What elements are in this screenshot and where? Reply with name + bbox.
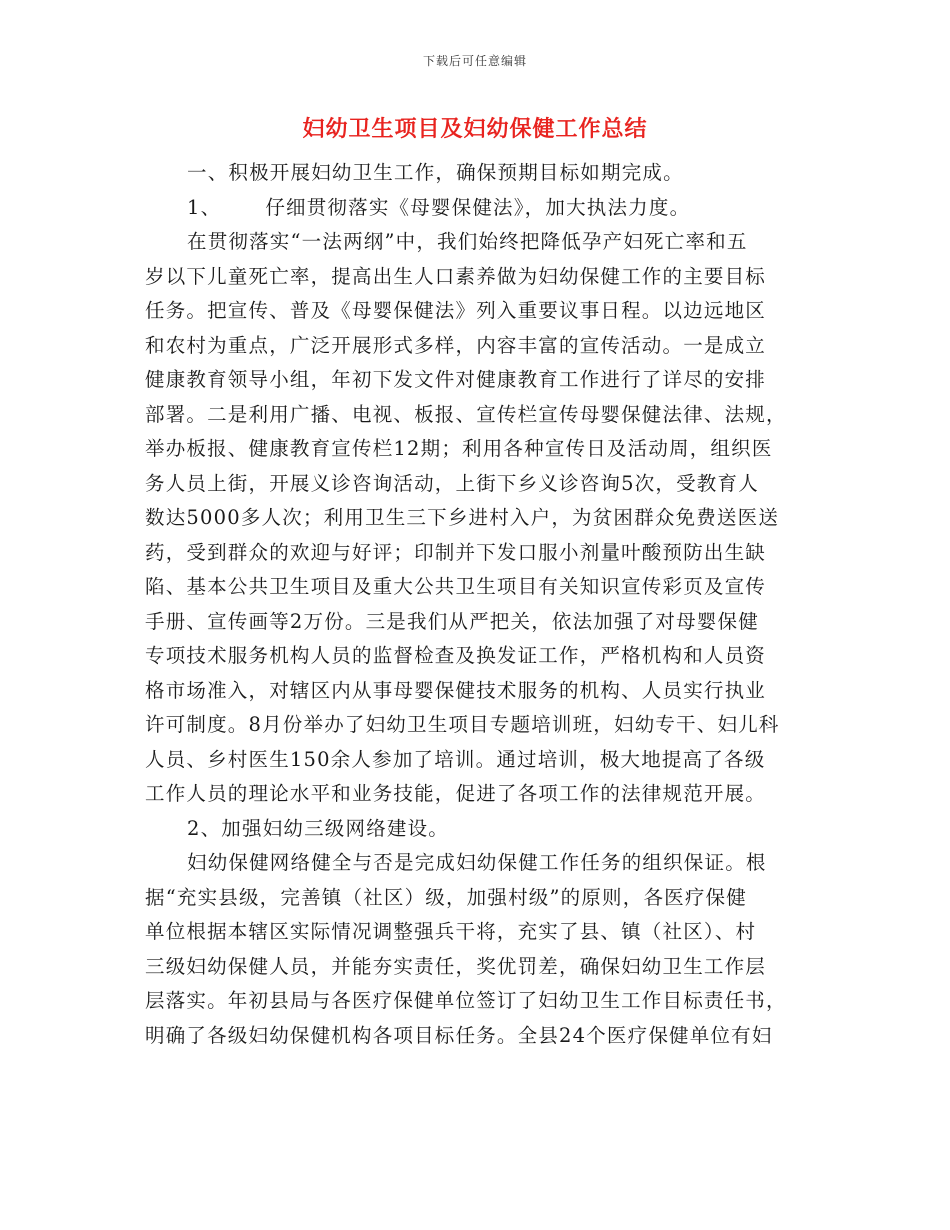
paragraph-line: 三级妇幼保健人员，并能夯实责任，奖优罚差，确保妇幼卫生工作层 bbox=[145, 954, 767, 978]
item-text: 仔细贯彻落实《母婴保健法》，加大执法力度。 bbox=[265, 195, 691, 219]
paragraph-line: 务人员上街，开展义诊咨询活动，上街下乡义诊咨询5次，受教育人 bbox=[145, 471, 759, 495]
paragraph-line: 药，受到群众的欢迎与好评；印制并下发口服小剂量叶酸预防出生缺 bbox=[145, 540, 767, 564]
paragraph-line: 许可制度。8月份举办了妇幼卫生项目专题培训班，妇幼专干、妇儿科 bbox=[145, 713, 780, 736]
paragraph-line: 岁以下儿童死亡率，提高出生人口素养做为妇幼保健工作的主要目标 bbox=[145, 264, 767, 288]
paragraph-line: 据“充实县级，完善镇（社区）级，加强村级”的原则，各医疗保健 bbox=[145, 885, 747, 909]
paragraph-line: 工作人员的理论水平和业务技能，促进了各项工作的法律规范开展。 bbox=[145, 782, 767, 805]
paragraph-line: 格市场准入，对辖区内从事母婴保健技术服务的机构、人员实行执业 bbox=[145, 678, 767, 702]
paragraph-line: 任务。把宣传、普及《母婴保健法》列入重要议事日程。以边远地区 bbox=[145, 299, 767, 322]
paragraph-line: 举办板报、健康教育宣传栏12期；利用各种宣传日及活动周，组织医 bbox=[145, 437, 773, 460]
paragraph-line: 部署。二是利用广播、电视、板报、宣传栏宣传母婴保健法律、法规， bbox=[145, 402, 787, 426]
paragraph-line: 在贯彻落实“一法两纲”中，我们始终把降低孕产妇死亡率和五 bbox=[187, 230, 748, 253]
paragraph-line: 数达5000多人次；利用卫生三下乡进村入户，为贫困群众免费送医送 bbox=[145, 506, 780, 529]
paragraph-line: 健康教育领导小组，年初下发文件对健康教育工作进行了详尽的安排 bbox=[145, 368, 767, 391]
paragraph-line: 单位根据本辖区实际情况调整强兵干将，充实了县、镇（社区）、村 bbox=[145, 920, 757, 943]
paragraph-line: 层落实。年初县局与各医疗保健单位签订了妇幼卫生工作目标责任书， bbox=[145, 989, 787, 1012]
header-note: 下载后可任意编辑 bbox=[422, 54, 527, 68]
paragraph-2 bbox=[145, 846, 805, 1053]
paragraph-1 bbox=[145, 225, 805, 812]
section-heading: 一、积极开展妇幼卫生工作，确保预期目标如期完成。 bbox=[187, 161, 684, 184]
paragraph-line: 陷、基本公共卫生项目及重大公共卫生项目有关知识宣传彩页及宣传 bbox=[145, 575, 767, 598]
document-body bbox=[145, 156, 805, 1053]
item-number: 1、 bbox=[187, 195, 222, 219]
document-title: 妇幼卫生项目及妇幼保健工作总结 bbox=[302, 116, 648, 142]
paragraph-line: 专项技术服务机构人员的监督检查及换发证工作，严格机构和人员资 bbox=[145, 644, 767, 667]
paragraph-line: 人员、乡村医生150余人参加了培训。通过培训，极大地提高了各级 bbox=[145, 747, 766, 771]
item-heading bbox=[145, 191, 805, 226]
item-heading-2: 2、加强妇幼三级网络建设。 bbox=[187, 816, 450, 840]
paragraph-line: 手册、宣传画等2万份。三是我们从严把关，依法加强了对母婴保健 bbox=[145, 609, 759, 633]
paragraph-line: 妇幼保健网络健全与否是完成妇幼保健工作任务的组织保证。根 bbox=[187, 851, 767, 874]
paragraph-line: 明确了各级妇幼保健机构各项目标任务。全县24个医疗保健单位有妇 bbox=[145, 1023, 773, 1047]
paragraph-line: 和农村为重点，广泛开展形式多样，内容丰富的宣传活动。一是成立 bbox=[145, 333, 767, 357]
